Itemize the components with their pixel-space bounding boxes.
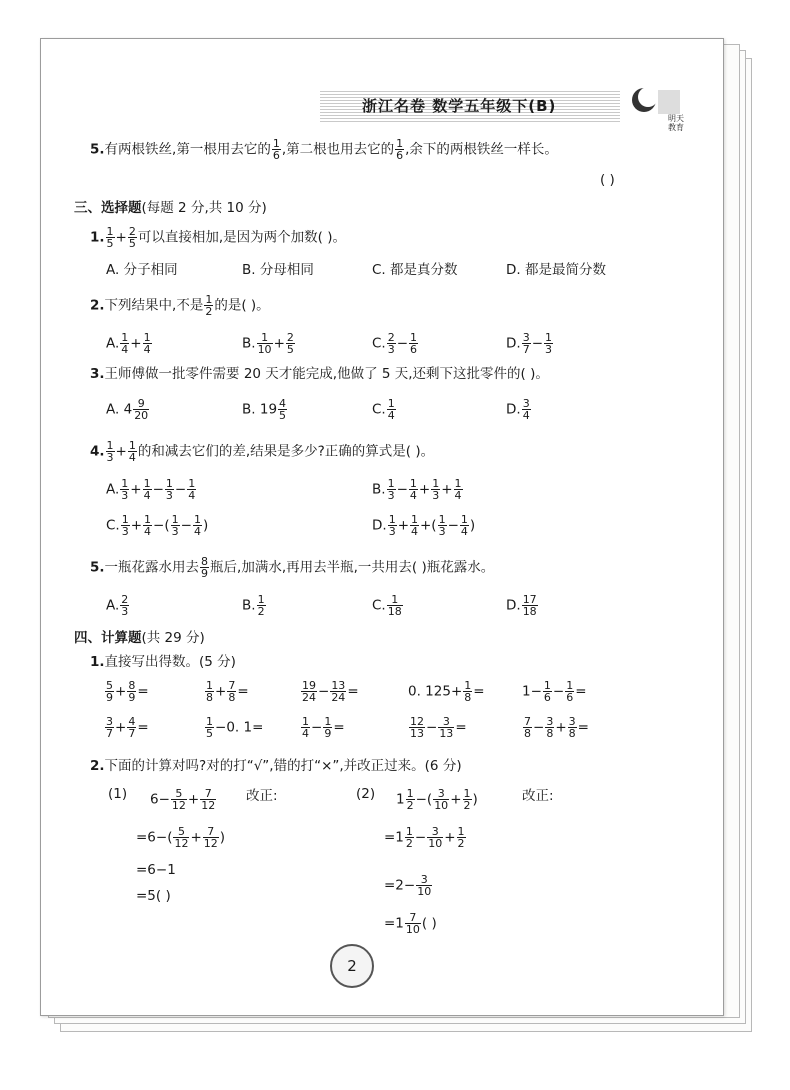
calc-item: $\frac{12}{13}$ − $\frac{3}{13}$ = [410,715,467,740]
work-line: =2− $\frac{3}{10}$ [384,873,432,898]
work-line: 1 $\frac{1}{2}$ −( $\frac{3}{10}$ + $\frac{1}{2}$ ) [396,787,478,812]
calc-item: $\frac{1}{5}$ −0. 1= [206,715,264,740]
choice-q3-option-a[interactable]: A. 4 $\frac{9}{20}$ [106,397,149,422]
choice-q3-option-d[interactable]: D. $\frac{3}{4}$ [506,397,530,422]
calc-q2-heading: 2.下面的计算对吗?对的打“√”,错的打“×”,并改正过来。(6 分) [90,758,462,774]
work-line: =1 $\frac{1}{2}$ − $\frac{3}{10}$ + $\frac{1}{2}$ [384,825,465,850]
page-number: 2 [330,944,374,988]
work-line-answer[interactable]: =1 $\frac{7}{10}$ ( ) [384,911,437,936]
choice-q3-option-b[interactable]: B. 19 $\frac{4}{5}$ [242,397,287,422]
correction-label: 改正: [246,788,278,804]
choice-q5-option-c[interactable]: C. $\frac{1}{18}$ [372,593,402,618]
answer-bracket[interactable]: ( ) [600,172,615,188]
choice-q5: 5.一瓶花露水用去 $\frac{8}{9}$ 瓶后,加满水,再用去半瓶,一共用去( )瓶花露水。 [90,555,495,580]
choice-q1-option-d[interactable]: D. 都是最简分数 [506,262,606,278]
choice-q2: 2.下列结果中,不是 $\frac{1}{2}$ 的是( )。 [90,293,270,318]
choice-q5-option-d[interactable]: D. $\frac{17}{18}$ [506,593,537,618]
choice-q5-option-b[interactable]: B. $\frac{1}{2}$ [242,593,265,618]
choice-q1-option-c[interactable]: C. 都是真分数 [372,262,458,278]
choice-q2-option-c[interactable]: C. $\frac{2}{3}$ − $\frac{1}{6}$ [372,331,418,356]
work-line-answer[interactable]: =5( ) [136,888,171,904]
choice-q1-option-a[interactable]: A. 分子相同 [106,262,178,278]
choice-q4-option-c[interactable]: C. $\frac{1}{3}$ + $\frac{1}{4}$ −( $\frac{1}{3}$ − $\frac{1}{4}$ ) [106,513,209,538]
calc-q1-heading: 1.直接写出得数。(5 分) [90,654,236,670]
choice-q4-option-d[interactable]: D. $\frac{1}{3}$ + $\frac{1}{4}$ +( $\frac{1}{3}$ − $\frac{1}{4}$ ) [372,513,476,538]
work-line: =6−( $\frac{5}{12}$ + $\frac{7}{12}$ ) [136,825,226,850]
choice-q1: 1. $\frac{1}{5}$ + $\frac{2}{5}$ 可以直接相加,是因为两个加数( )。 [90,225,346,250]
part-1-label: (1) [108,786,128,802]
choice-q3: 3.王师傅做一批零件需要 20 天才能完成,他做了 5 天,还剩下这批零件的( )。 [90,366,549,382]
calc-item: $\frac{3}{7}$ + $\frac{4}{7}$ = [106,715,149,740]
q5-statement: 5.有两根铁丝,第一根用去它的 $\frac{1}{6}$ ,第二根也用去它的 $\frac{1}{6}$ ,余下的两根铁丝一样长。 [90,137,558,162]
section-3-heading: 三、选择题(每题 2 分,共 10 分) [74,200,267,216]
work-line: =6−1 [136,862,176,878]
calc-item: $\frac{1}{8}$ + $\frac{7}{8}$ = [206,679,249,704]
calc-item: 0. 125+ $\frac{1}{8}$ = [408,679,485,704]
work-line: 6− $\frac{5}{12}$ + $\frac{7}{12}$ [150,787,216,812]
choice-q4-option-b[interactable]: B. $\frac{1}{3}$ − $\frac{1}{4}$ + $\frac{1}{3}$ + $\frac{1}{4}$ [372,477,462,502]
choice-q2-option-b[interactable]: B. $\frac{1}{10}$ + $\frac{2}{5}$ [242,331,294,356]
choice-q4-option-a[interactable]: A. $\frac{1}{3}$ + $\frac{1}{4}$ − $\frac{1}{3}$ − $\frac{1}{4}$ [106,477,196,502]
header-title: 浙江名卷 数学五年级下(B) [362,97,557,115]
choice-q2-option-d[interactable]: D. $\frac{3}{7}$ − $\frac{1}{3}$ [506,331,552,356]
logo-text: 明天 教育 [668,114,684,132]
calc-item: $\frac{7}{8}$ − $\frac{3}{8}$ + $\frac{3}{8}$ = [524,715,589,740]
calc-item: $\frac{1}{4}$ − $\frac{1}{9}$ = [302,715,345,740]
choice-q3-option-c[interactable]: C. $\frac{1}{4}$ [372,397,395,422]
calc-item: $\frac{5}{9}$ + $\frac{8}{9}$ = [106,679,149,704]
choice-q1-option-b[interactable]: B. 分母相同 [242,262,314,278]
choice-q5-option-a[interactable]: A. $\frac{2}{3}$ [106,593,129,618]
section-4-heading: 四、计算题(共 29 分) [74,630,205,646]
choice-q2-option-a[interactable]: A. $\frac{1}{4}$ + $\frac{1}{4}$ [106,331,151,356]
choice-q4: 4. $\frac{1}{3}$ + $\frac{1}{4}$ 的和减去它们的差,结果是多少?正确的算式是( )。 [90,439,435,464]
correction-label: 改正: [522,788,554,804]
calc-item: 1− $\frac{1}{6}$ − $\frac{1}{6}$ = [522,679,587,704]
part-2-label: (2) [356,786,376,802]
calc-item: $\frac{19}{24}$ − $\frac{13}{24}$ = [302,679,359,704]
